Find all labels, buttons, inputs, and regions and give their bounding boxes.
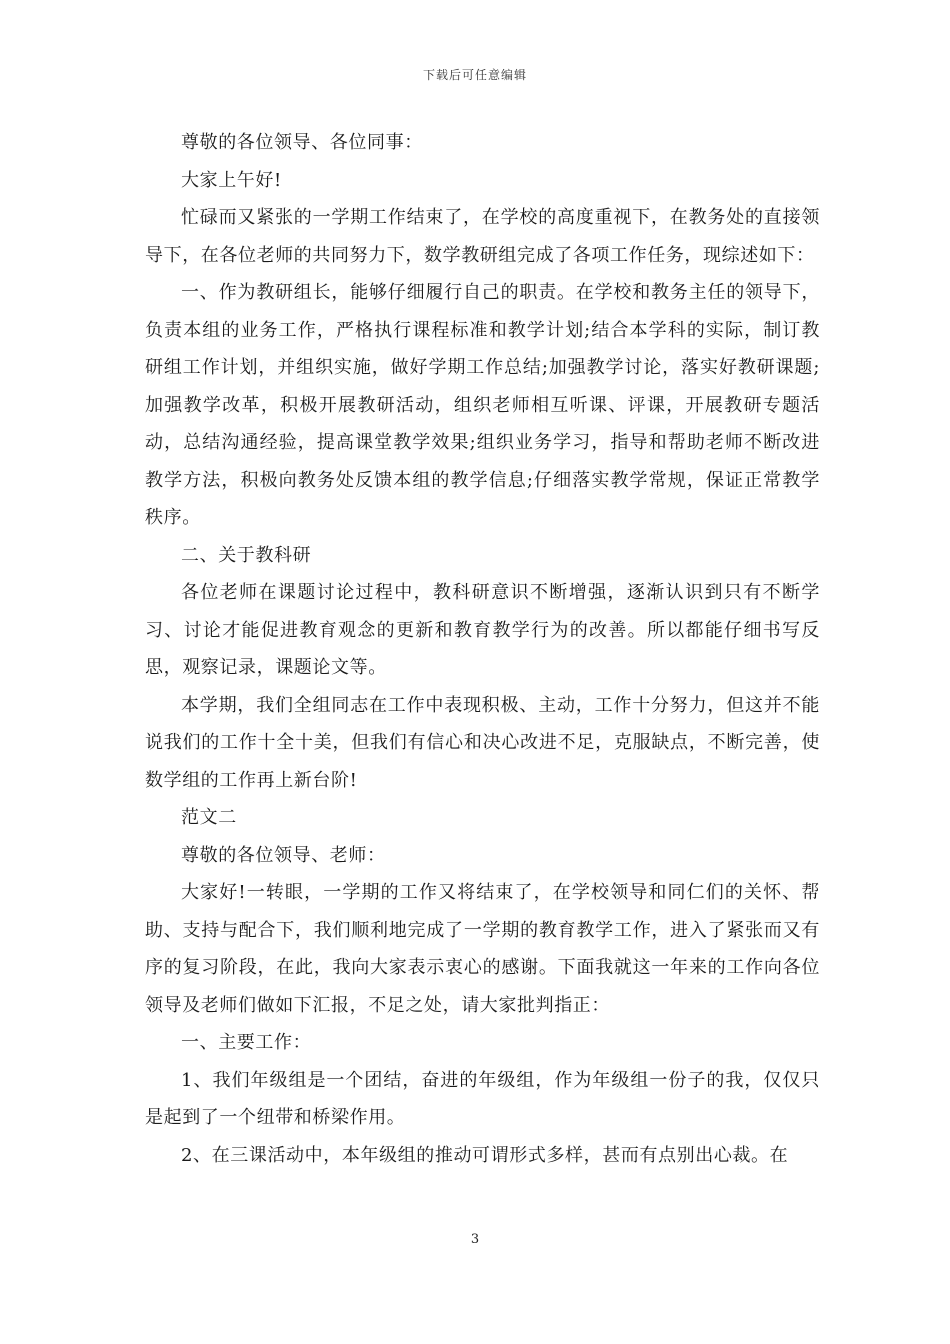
greeting: 大家上午好! bbox=[181, 169, 282, 191]
sample-two-intro: 大家好!一转眼，一学期的工作又将结束了，在学校领导和同仁们的关怀、帮助、支持与配合下，我们顺利地完成了一学期的教育教学工作，进入了紧张而又有序的复习阶段，在此，我向大家表示衷心的感谢。下面我就这一年来的工作向各位领导及老师们做如下汇报，不足之处，请大家批判指正： bbox=[145, 882, 820, 1016]
section-one-paragraph: 一、作为教研组长，能够仔细履行自己的职责。在学校和教务主任的领导下，负责本组的业务工作，严格执行课程标准和教学计划;结合本学科的实际，制订教研组工作计划，并组织实施，做好学期工作总结;加强教学讨论，落实好教研课题;加强教学改革，积极开展教研活动，组织老师相互听课、评课，开展教研专题活动，总结沟通经验，提高课堂教学效果;组织业务学习，指导和帮助老师不断改进教学方法，积极向教务处反馈本组的教学信息;仔细落实教学常规，保证正常教学秩序。 bbox=[145, 282, 820, 528]
main-work-heading: 一、主要工作： bbox=[181, 1032, 312, 1053]
document-body bbox=[145, 124, 820, 1174]
section-two-heading: 二、关于教科研 bbox=[181, 544, 312, 566]
sample-two-salutation: 尊敬的各位领导、老师： bbox=[181, 844, 386, 866]
salutation: 尊敬的各位领导、各位同事： bbox=[181, 132, 423, 153]
sample-two-heading: 范文二 bbox=[181, 807, 237, 828]
section-two-paragraph: 各位老师在课题讨论过程中，教科研意识不断增强，逐渐认识到只有不断学习、讨论才能促进教育观念的更新和教育教学行为的改善。所以都能仔细书写反思，观察记录，课题论文等。 bbox=[145, 582, 820, 678]
header-note: 下载后可任意编辑 bbox=[422, 68, 527, 82]
page-number: 3 bbox=[470, 1232, 480, 1247]
work-item-2: 2、在三课活动中，本年级组的推动可谓形式多样，甚而有点别出心裁。在 bbox=[181, 1144, 789, 1166]
closing-paragraph: 本学期，我们全组同志在工作中表现积极、主动，工作十分努力，但这并不能说我们的工作十全十美，但我们有信心和决心改进不足，克服缺点，不断完善，使数学组的工作再上新台阶! bbox=[145, 694, 820, 791]
work-item-1: 1、我们年级组是一个团结，奋进的年级组，作为年级组一份子的我，仅仅只是起到了一个纽带和桥梁作用。 bbox=[145, 1069, 820, 1128]
intro-paragraph: 忙碌而又紧张的一学期工作结束了，在学校的高度重视下，在教务处的直接领导下，在各位老师的共同努力下，数学教研组完成了各项工作任务，现综述如下： bbox=[145, 207, 820, 266]
